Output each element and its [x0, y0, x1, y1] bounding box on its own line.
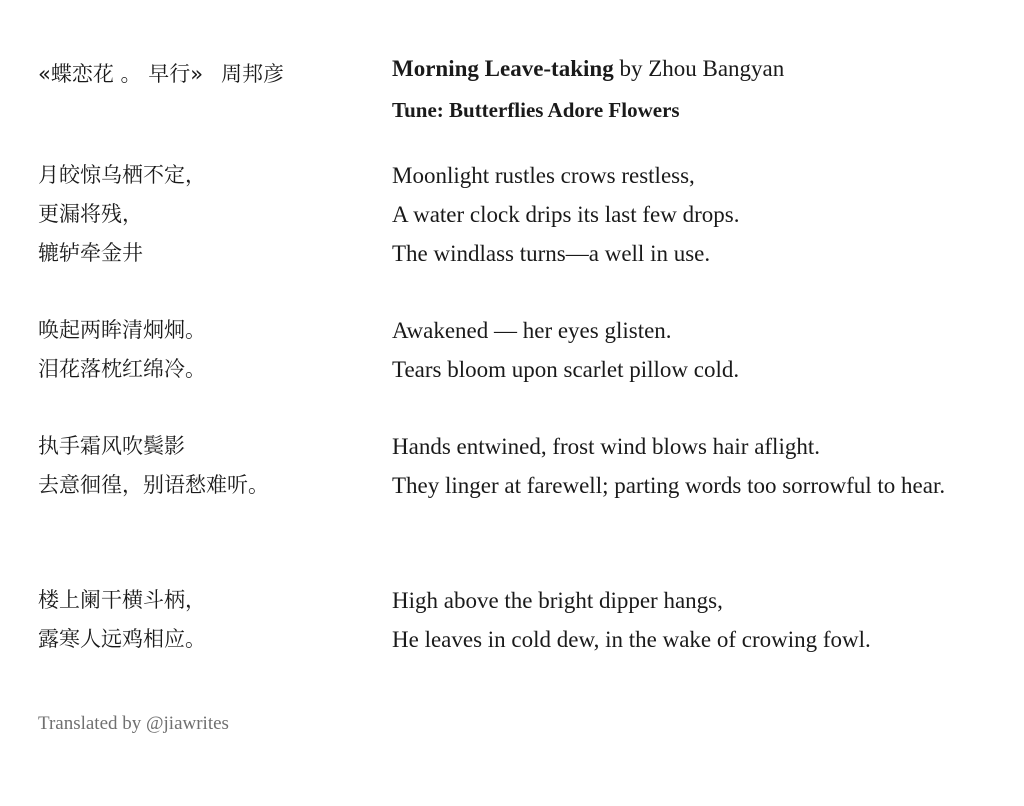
- stanza-line-chinese: 辘轳牵金井: [38, 241, 143, 265]
- stanza-2-english: [392, 311, 1004, 389]
- stanza-3-chinese: [38, 427, 269, 505]
- chinese-author: 周邦彦: [221, 62, 285, 86]
- stanza-line-chinese: 执手霜风吹鬓影: [38, 434, 185, 458]
- stanza-2-chinese: [38, 311, 206, 389]
- english-title: [392, 56, 784, 82]
- stanza-line-chinese: 月皎惊乌栖不定，: [38, 163, 206, 187]
- english-title-text: Morning Leave-taking: [392, 56, 614, 81]
- stanza-3-english: [392, 427, 1004, 505]
- stanza-4-english: [392, 581, 1004, 659]
- stanza-line-chinese: 泪花落枕红绵冷。: [38, 357, 206, 381]
- stanza-line-english: Hands entwined, frost wind blows hair aflight.: [392, 434, 820, 459]
- stanza-line-english: High above the bright dipper hangs,: [392, 588, 723, 613]
- stanza-line-chinese: 唤起两眸清炯炯。: [38, 318, 206, 342]
- stanza-line-english: Moonlight rustles crows restless,: [392, 163, 695, 188]
- stanza-1-english: [392, 156, 1004, 273]
- stanza-line-chinese: 露寒人远鸡相应。: [38, 627, 206, 651]
- stanza-line-chinese: 去意徊徨，别语愁难听。: [38, 473, 269, 497]
- english-byline: by Zhou Bangyan: [619, 56, 785, 81]
- chinese-title-text: «蝶恋花 。 早行»: [38, 62, 204, 86]
- stanza-line-chinese: 楼上阑干横斗柄，: [38, 588, 206, 612]
- stanza-1-chinese: [38, 156, 206, 273]
- stanza-line-english: A water clock drips its last few drops.: [392, 202, 740, 227]
- chinese-title: [38, 58, 284, 88]
- stanza-line-english: Tears bloom upon scarlet pillow cold.: [392, 357, 740, 382]
- tune-subtitle: Tune: Butterflies Adore Flowers: [392, 98, 680, 122]
- stanza-line-english: Awakened — her eyes glisten.: [392, 318, 672, 343]
- stanza-line-chinese: 更漏将残，: [38, 202, 143, 226]
- stanza-line-english: He leaves in cold dew, in the wake of crowing fowl.: [392, 627, 871, 652]
- stanza-4-chinese: [38, 581, 206, 659]
- translator-credit: Translated by @jiawrites: [38, 713, 229, 734]
- stanza-line-english: The windlass turns—a well in use.: [392, 241, 711, 266]
- stanza-line-english: They linger at farewell; parting words too sorrowful to hear.: [392, 473, 946, 498]
